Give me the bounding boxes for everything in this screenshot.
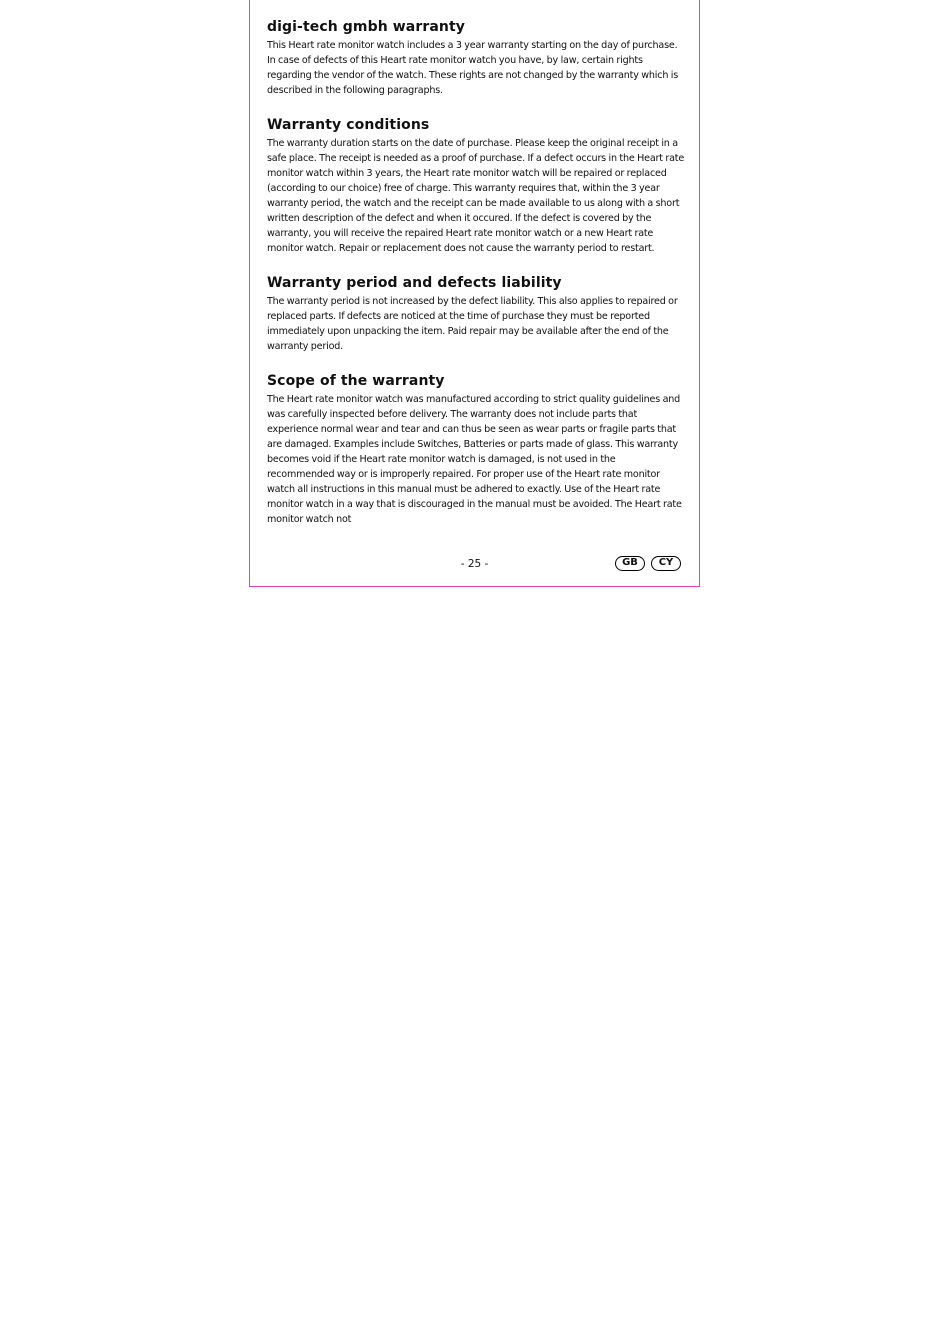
section-body: The warranty period is not increased by the defect liability. This also applies to repaired or replaced parts. If defects are noticed at the time of purchase they must be reported immediately upon unpacking the item. Paid repair may be available after the end of the warranty period. [267, 296, 678, 352]
document-page [249, 0, 700, 587]
section-body: This Heart rate monitor watch includes a 3 year warranty starting on the day of purchase. In case of defects of this Heart rate monitor watch you have, by law, certain rights regarding the vendor of the watch. These rights are not changed by the warranty which is described in the following paragraphs. [267, 40, 679, 96]
page-footer [250, 555, 699, 575]
section-warranty-period [267, 273, 685, 354]
country-badge-cy: CY [651, 556, 681, 571]
section-digi-tech-warranty [267, 17, 685, 98]
section-heading: Scope of the warranty [267, 373, 445, 389]
section-scope-of-warranty [267, 371, 685, 527]
page-number: - 25 - [460, 558, 489, 570]
country-badges [615, 556, 681, 571]
section-heading: Warranty conditions [267, 117, 430, 133]
section-body: The warranty duration starts on the date of purchase. Please keep the original receipt in a safe place. The receipt is needed as a proof of purchase. If a defect occurs in the Heart rate monitor watch within 3 years, the Heart rate monitor watch will be repaired or replaced (according to our choice) free of charge. This warranty requires that, within the 3 year warranty period, the watch and the receipt can be made available to us along with a short written description of the defect and when it occured. If the defect is covered by the warranty, you will receive the repaired Heart rate monitor watch or a new Heart rate monitor watch. Repair or replacement does not cause the warranty period to restart. [267, 138, 685, 254]
section-warranty-conditions [267, 115, 685, 256]
country-badge-gb: GB [615, 556, 645, 571]
section-heading: Warranty period and defects liability [267, 275, 562, 291]
section-body: The Heart rate monitor watch was manufactured according to strict quality guidelines and was carefully inspected before delivery. The warranty does not include parts that experience normal wear and tear and can thus be seen as wear parts or fragile parts that are damaged. Examples include Switches, Batteries or parts made of glass. This warranty becomes void if the Heart rate monitor watch is damaged, is not used in the recommended way or is improperly repaired. For proper use of the Heart rate monitor watch all instructions in this manual must be adhered to exactly. Use of the Heart rate monitor watch in a way that is discouraged in the manual must be avoided. The Heart rate monitor watch not [267, 394, 682, 525]
page-content [267, 17, 685, 544]
section-heading: digi-tech gmbh warranty [267, 19, 465, 35]
